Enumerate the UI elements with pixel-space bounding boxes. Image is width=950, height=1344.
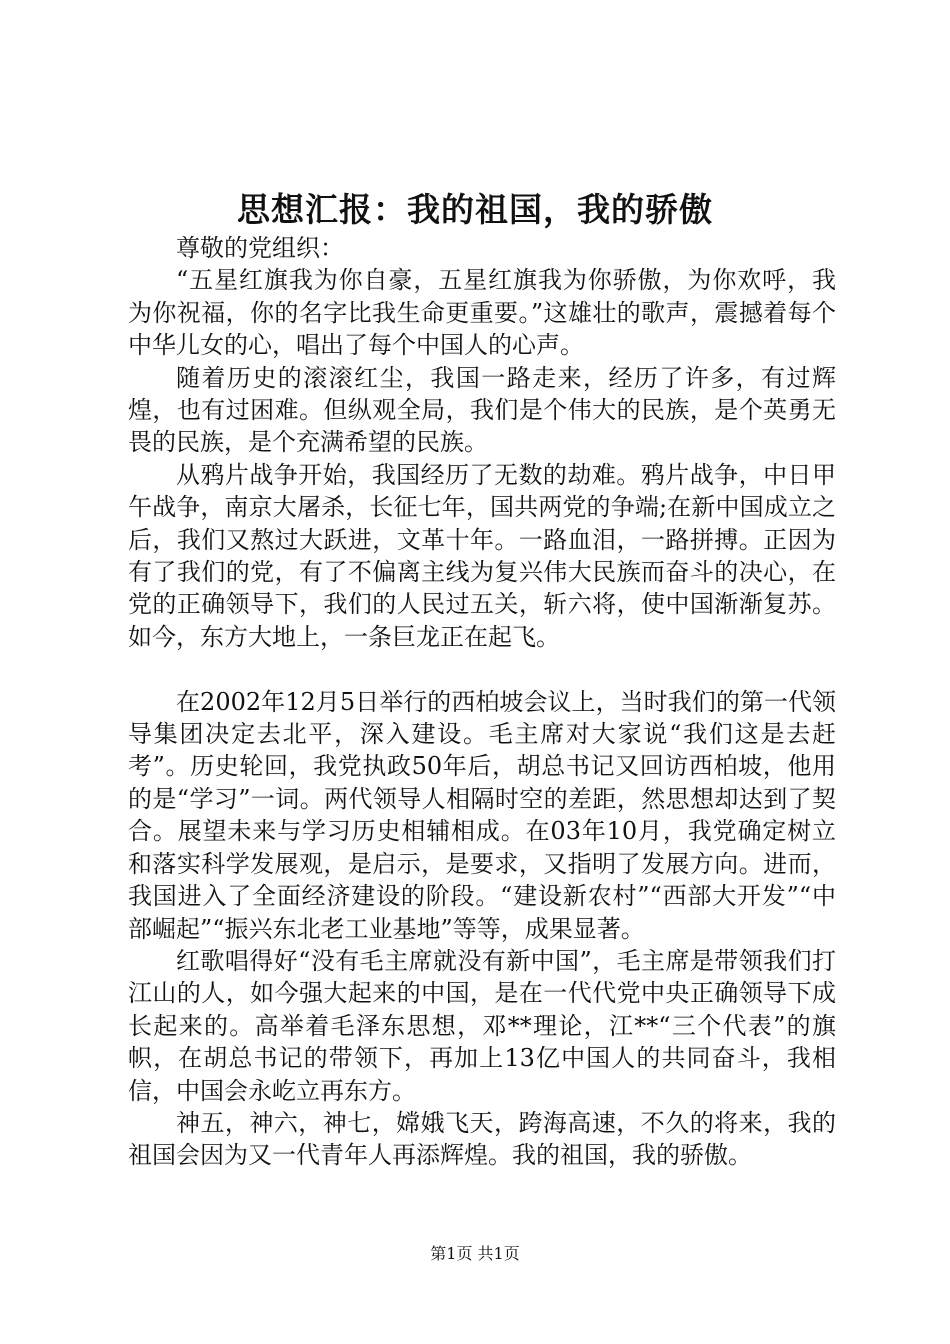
- paragraph-4: 在2002年12月5日举行的西柏坡会议上，当时我们的第一代领导集团决定去北平，深入建设。毛主席对大家说“我们这是去赶考”。历史轮回，我党执政50年后，胡总书记又回访西柏坡，他用的是“学习”一词。两代领导人相隔时空的差距，然思想却达到了契合。展望未来与学习历史相辅相成。在03年10月，我党确定树立和落实科学发展观，是启示，是要求，又指明了发展方向。进而，我国进入了全面经济建设的阶段。“建设新农村”“西部大开发”“中部崛起”“振兴东北老工业基地”等等，成果显著。: [128, 687, 836, 943]
- paragraph-6: 神五，神六，神七，嫦娥飞天，跨海高速，不久的将来，我的祖国会因为又一代青年人再添辉煌。我的祖国，我的骄傲。: [128, 1108, 836, 1170]
- salutation: 尊敬的党组织：: [176, 234, 344, 262]
- paragraph-2: 随着历史的滚滚红尘，我国一路走来，经历了许多，有过辉煌，也有过困难。但纵观全局，我们是个伟大的民族，是个英勇无畏的民族，是个充满希望的民族。: [128, 363, 836, 457]
- page-footer: 第1页 共1页: [430, 1244, 520, 1263]
- paragraph-spacer: [128, 653, 836, 685]
- paragraph-1: “五星红旗我为你自豪，五星红旗我为你骄傲，为你欢呼，我为你祝福，你的名字比我生命更重要。”这雄壮的歌声，震撼着每个中华儿女的心，唱出了每个中国人的心声。: [128, 266, 836, 360]
- document-body: [128, 232, 836, 1172]
- paragraph-3: 从鸦片战争开始，我国经历了无数的劫难。鸦片战争，中日甲午战争，南京大屠杀，长征七年，国共两党的争端;在新中国成立之后，我们又熬过大跃进，文革十年。一路血泪，一路拼搏。正因为有了我们的党，有了不偏离主线为复兴伟大民族而奋斗的决心，在党的正确领导下，我们的人民过五关，斩六将，使中国渐渐复苏。如今，东方大地上，一条巨龙正在起飞。: [128, 460, 836, 651]
- document-title: 思想汇报：我的祖国，我的骄傲: [237, 190, 713, 229]
- paragraph-5: 红歌唱得好“没有毛主席就没有新中国”，毛主席是带领我们打江山的人，如今强大起来的中国，是在一代代党中央正确领导下成长起来的。高举着毛泽东思想，邓**理论，江**“三个代表”的旗帜，在胡总书记的带领下，再加上13亿中国人的共同奋斗，我相信，中国会永屹立再东方。: [128, 946, 836, 1105]
